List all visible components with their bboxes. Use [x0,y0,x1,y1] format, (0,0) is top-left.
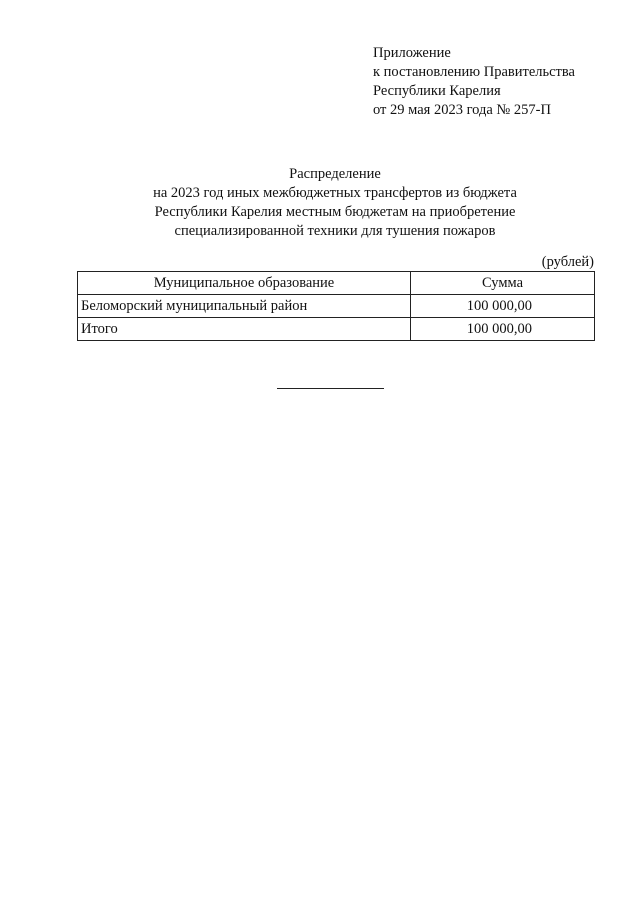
title-line-2: на 2023 год иных межбюджетных трансфертов из бюджета [153,185,517,201]
total-label-cell: Итого [78,318,411,341]
appendix-republic-line: Республики Карелия [373,83,501,99]
column-header-municipality: Муниципальное образование [78,272,411,295]
title-line-4: специализированной техники для тушения пожаров [174,223,496,239]
sum-cell: 100 000,00 [411,295,595,318]
end-separator-line [277,388,384,389]
table-header-row [78,272,595,295]
appendix-block [373,44,575,120]
appendix-date-number-line: от 29 мая 2023 года № 257-П [373,102,551,118]
column-header-sum: Сумма [411,272,595,295]
municipality-cell: Беломорский муниципальный район [78,295,411,318]
appendix-resolution-line: к постановлению Правительства [373,64,575,80]
document-title [60,165,610,241]
distribution-table [77,271,595,341]
table-total-row [78,318,595,341]
title-line-1: Распределение [289,166,381,182]
table-row [78,295,595,318]
appendix-label: Приложение [373,45,451,61]
currency-unit-label: (рублей) [541,254,594,270]
total-sum-cell: 100 000,00 [411,318,595,341]
title-line-3: Республики Карелия местным бюджетам на приобретение [154,204,516,220]
